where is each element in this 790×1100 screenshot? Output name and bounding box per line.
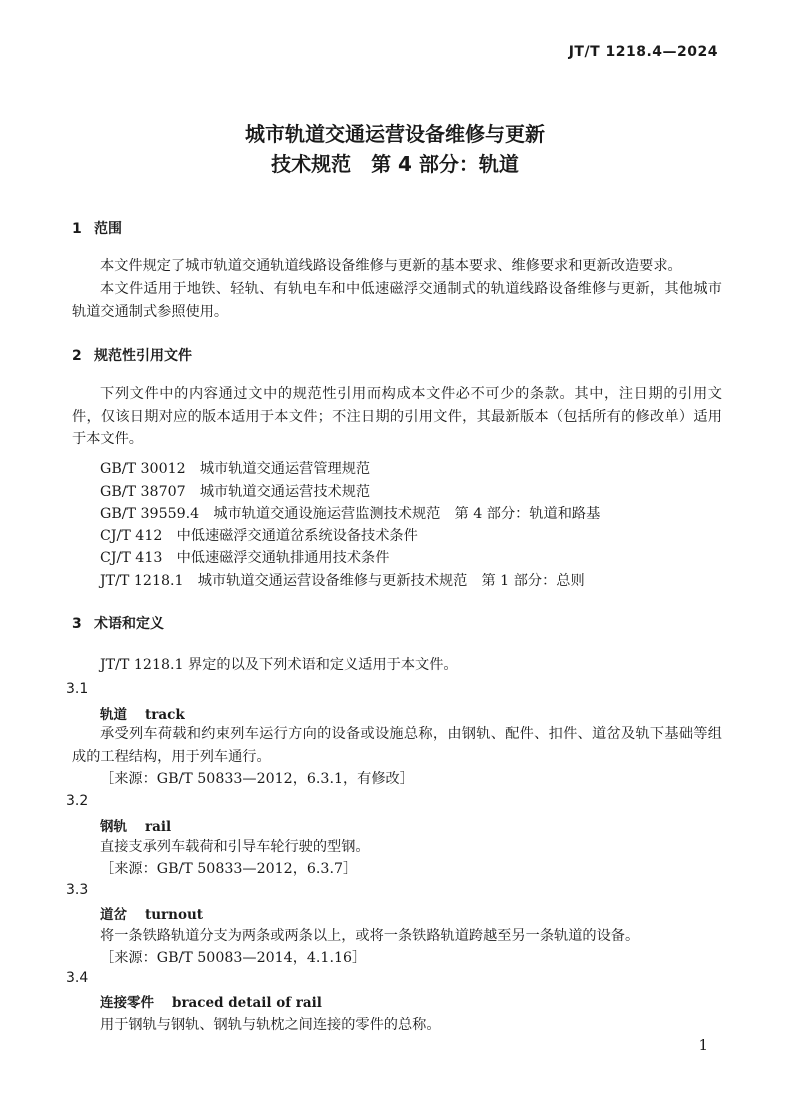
document-title-line2: 技术规范 第 4 部分：轨道 [271, 152, 519, 176]
term-number: 3.1 [66, 681, 89, 697]
section-2-intro: 下列文件中的内容通过文中的规范性引用而构成本文件必不可少的条款。其中，注日期的引用文件，仅该日期对应的版本适用于本文件；不注日期的引用文件，其最新版本（包括所有的修改单）适用于本文件。 [72, 386, 722, 447]
term-zh: 钢轨 [100, 819, 127, 835]
reference-item: GB/T 39559.4 城市轨道交通设施运营监测技术规范 第 4 部分：轨道和路基 [100, 506, 601, 522]
section-title: 规范性引用文件 [94, 348, 192, 364]
term-definition: 承受列车荷载和约束列车运行方向的设备或设施总称，由钢轨、配件、扣件、道岔及轨下基础等组成的工程结构，用于列车通行。 [72, 726, 722, 765]
page-number: 1 [698, 1036, 708, 1054]
term-number: 3.2 [66, 793, 89, 809]
standard-code: JT/T 1218.4—2024 [568, 44, 718, 60]
term-number: 3.4 [66, 970, 89, 986]
term-en: rail [145, 819, 172, 835]
term-definition: 直接支承列车载荷和引导车轮行驶的型钢。 [100, 839, 370, 855]
reference-item: JT/T 1218.1 城市轨道交通运营设备维修与更新技术规范 第 1 部分：总则 [100, 573, 585, 589]
section-2-heading [72, 345, 192, 365]
term-zh: 轨道 [100, 707, 127, 723]
reference-item: GB/T 38707 城市轨道交通运营技术规范 [100, 484, 371, 500]
section-number: 2 [72, 348, 82, 364]
term-source: ［来源：GB/T 50083—2014，4.1.16］ [100, 950, 367, 966]
section-title: 范围 [94, 221, 122, 237]
document-title-line1: 城市轨道交通运营设备维修与更新 [245, 122, 545, 146]
term-en: braced detail of rail [172, 995, 322, 1011]
term-en: track [145, 707, 185, 723]
section-1-paragraph-2: 本文件适用于地铁、轻轨、有轨电车和中低速磁浮交通制式的轨道线路设备维修与更新，其他城市轨道交通制式参照使用。 [72, 281, 722, 320]
term-definition: 将一条铁路轨道分支为两条或两条以上，或将一条铁路轨道跨越至另一条轨道的设备。 [100, 928, 640, 944]
section-3-intro: JT/T 1218.1 界定的以及下列术语和定义适用于本文件。 [100, 657, 458, 673]
reference-item: CJ/T 412 中低速磁浮交通道岔系统设备技术条件 [100, 528, 418, 544]
term-en: turnout [145, 907, 204, 923]
term-heading [100, 815, 171, 835]
section-number: 3 [72, 616, 82, 632]
term-heading [100, 903, 203, 923]
reference-item: GB/T 30012 城市轨道交通运营管理规范 [100, 461, 371, 477]
reference-item: CJ/T 413 中低速磁浮交通轨排通用技术条件 [100, 550, 390, 566]
term-definition: 用于钢轨与钢轨、钢轨与轨枕之间连接的零件的总称。 [100, 1017, 441, 1033]
term-source: ［来源：GB/T 50833—2012，6.3.7］ [100, 861, 358, 877]
term-heading [100, 703, 185, 723]
term-heading [100, 991, 322, 1011]
term-number: 3.3 [66, 882, 89, 898]
term-zh: 连接零件 [100, 995, 154, 1011]
section-1-heading [72, 218, 122, 238]
term-source: ［来源：GB/T 50833—2012，6.3.1，有修改］ [100, 771, 414, 787]
section-1-paragraph-1: 本文件规定了城市轨道交通轨道线路设备维修与更新的基本要求、维修要求和更新改造要求。 [100, 258, 682, 274]
term-zh: 道岔 [100, 907, 127, 923]
section-title: 术语和定义 [94, 616, 164, 632]
section-3-heading [72, 613, 164, 633]
section-number: 1 [72, 221, 82, 237]
